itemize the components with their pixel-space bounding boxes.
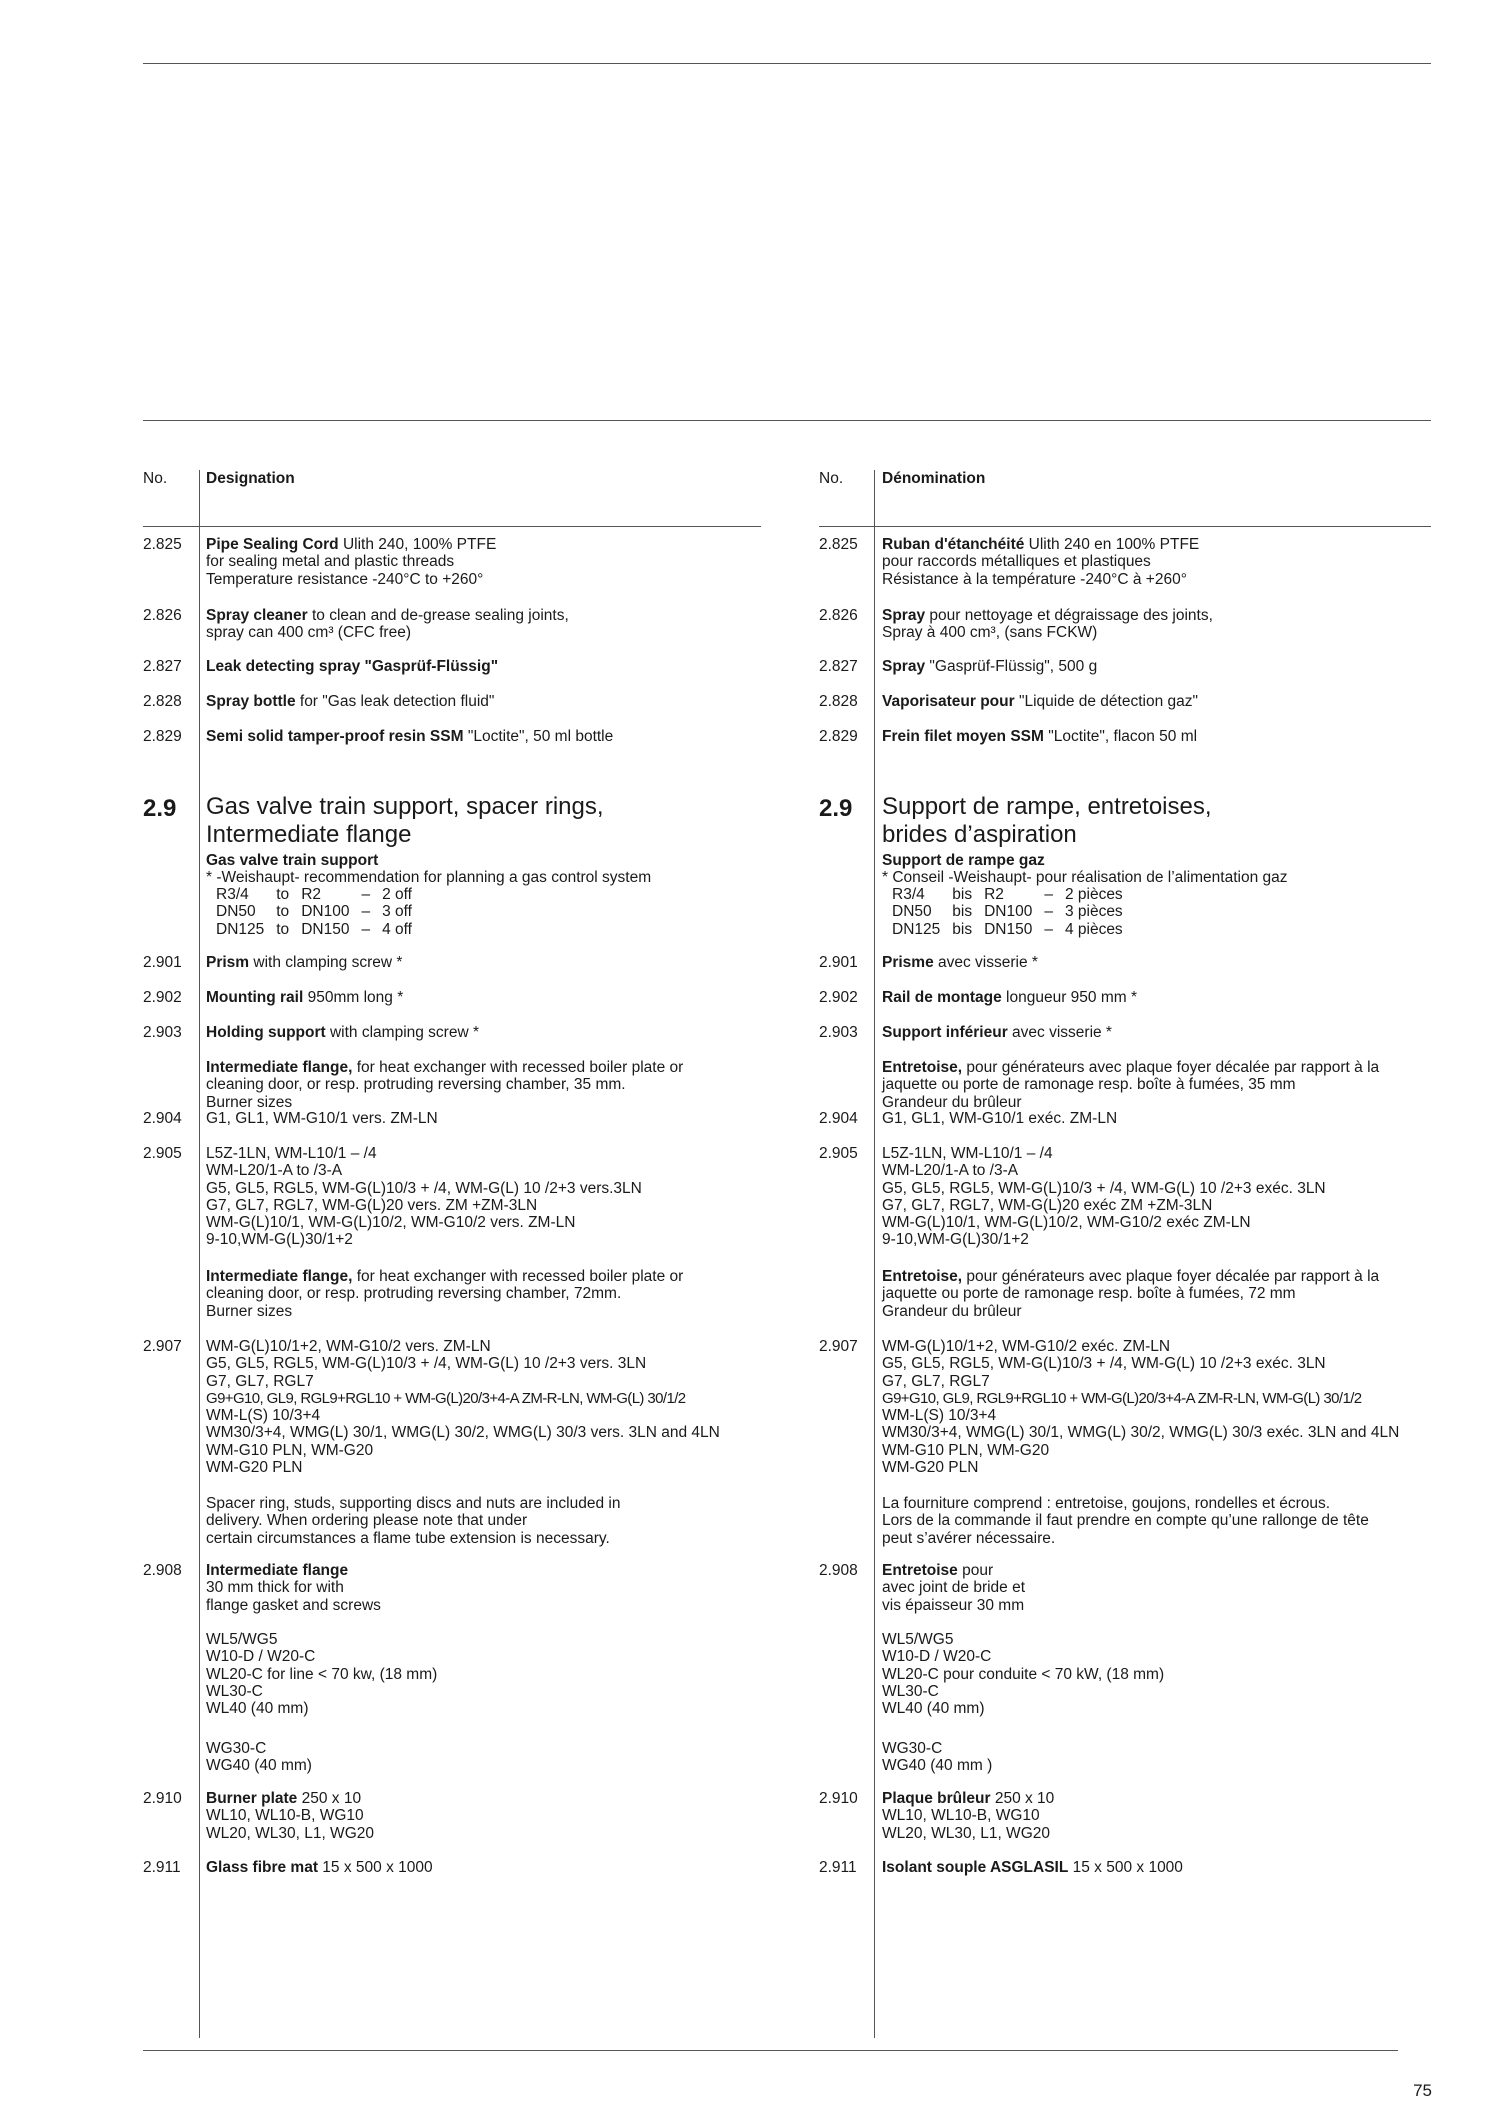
text-line: Burner sizes xyxy=(206,1093,293,1111)
text-line: WL20-C for line < 70 kw, (18 mm) xyxy=(206,1665,438,1683)
text-line: Ruban d'étanchéité Ulith 240 en 100% PTFE xyxy=(882,536,1200,553)
text-line: 30 mm thick for with xyxy=(206,1579,344,1597)
text-line: WL20, WL30, L1, WG20 xyxy=(206,1824,374,1842)
item-2-908 xyxy=(882,1562,1025,1614)
item-2-911 xyxy=(206,1859,433,1876)
item-2-827 xyxy=(882,658,1097,675)
text-line: Grandeur du brûleur xyxy=(882,1302,1022,1320)
section-number-cell xyxy=(819,795,869,823)
text-line: Prisme avec visserie * xyxy=(882,954,1038,971)
item-2-901 xyxy=(882,954,1038,971)
table-cell: to xyxy=(276,920,290,938)
item-number: 2.828 xyxy=(143,693,182,710)
item-2-902 xyxy=(882,989,1137,1006)
item-number: 2.826 xyxy=(143,607,182,624)
table-cell: DN100 xyxy=(301,903,350,921)
section-title-line: brides d’aspiration xyxy=(882,821,1077,848)
text-line: cleaning door, or resp. protruding reversing chamber, 72mm. xyxy=(206,1285,622,1303)
table-cell: to xyxy=(276,886,290,903)
table-cell: DN125 xyxy=(892,920,941,938)
section-note xyxy=(882,869,1288,886)
item-2-829 xyxy=(882,728,1197,745)
table-cell: R2 xyxy=(984,886,1004,903)
table-cell: – xyxy=(1044,886,1053,903)
text-line: Résistance à la température -240°C à +260° xyxy=(882,570,1187,588)
text-line: Mounting rail 950mm long * xyxy=(206,989,404,1006)
item-2-902 xyxy=(206,989,403,1006)
section-title-line: Support de rampe, entretoises, xyxy=(882,793,1212,820)
text-line: Entretoise pour xyxy=(882,1562,994,1579)
wl-list xyxy=(206,1631,437,1717)
item-number: 2.825 xyxy=(143,536,182,553)
page-number: 75 xyxy=(1413,2081,1432,2100)
text-line: WL30-C xyxy=(206,1682,263,1700)
text-line: G7, GL7, RGL7, WM-G(L)20 exéc ZM +ZM-3LN xyxy=(882,1196,1213,1214)
intermediate-flange-72 xyxy=(206,1268,683,1320)
text-line: WM-G(L)10/1+2, WM-G10/2 vers. ZM-LN xyxy=(206,1338,491,1355)
table-cell: DN100 xyxy=(984,903,1033,921)
item-number: 2.826 xyxy=(819,607,858,624)
item-number: 2.901 xyxy=(819,954,858,971)
text-line: G5, GL5, RGL5, WM-G(L)10/3 + /4, WM-G(L) 10 /2+3 vers.3LN xyxy=(206,1179,642,1197)
table-row xyxy=(216,886,424,903)
table-row xyxy=(892,921,1135,938)
item-2-903 xyxy=(882,1024,1112,1041)
wl-list xyxy=(882,1631,1164,1717)
text-line: WG30-C xyxy=(882,1740,943,1757)
text-line: WM-G(L)10/1+2, WM-G10/2 exéc. ZM-LN xyxy=(882,1338,1171,1355)
text-line: WM30/3+4, WMG(L) 30/1, WMG(L) 30/2, WMG(L) 30/3 vers. 3LN and 4LN xyxy=(206,1424,720,1442)
intermediate-flange-35 xyxy=(206,1059,683,1111)
text-line: G9+G10, GL9, RGL9+RGL10 + WM-G(L)20/3+4-A ZM-R-LN, WM-G(L) 30/1/2 xyxy=(206,1389,686,1407)
text-line: Pipe Sealing Cord Ulith 240, 100% PTFE xyxy=(206,536,497,553)
text-line: Spray bottle for "Gas leak detection fluid" xyxy=(206,693,495,710)
table-cell: R3/4 xyxy=(216,886,249,903)
table-cell: DN50 xyxy=(216,903,256,921)
text-line: WL10, WL10-B, WG10 xyxy=(206,1807,364,1825)
header-no: No. xyxy=(143,470,168,487)
text-line: Prism with clamping screw * xyxy=(206,954,403,971)
table-cell: – xyxy=(361,903,371,921)
item-number: 2.911 xyxy=(143,1859,181,1876)
item-number: 2.908 xyxy=(819,1562,858,1579)
text-line: G5, GL5, RGL5, WM-G(L)10/3 + /4, WM-G(L) 10 /2+3 vers. 3LN xyxy=(206,1355,647,1373)
section-title xyxy=(882,793,1212,849)
spacer-note xyxy=(206,1495,620,1547)
text-line: L5Z-1LN, WM-L10/1 – /4 xyxy=(882,1145,1053,1162)
item-2-904 xyxy=(206,1110,438,1127)
text-line: G9+G10, GL9, RGL9+RGL10 + WM-G(L)20/3+4-A ZM-R-LN, WM-G(L) 30/1/2 xyxy=(882,1389,1362,1407)
text-line: Spray à 400 cm³, (sans FCKW) xyxy=(882,624,1098,642)
text-line: Gas valve train support xyxy=(206,852,379,869)
text-line: peut s’avérer nécessaire. xyxy=(882,1529,1056,1547)
text-line: Spray pour nettoyage et dégraissage des joints, xyxy=(882,607,1213,624)
text-line: W10-D / W20-C xyxy=(882,1648,992,1666)
item-2-905 xyxy=(206,1145,642,1249)
right-column xyxy=(819,0,1439,2105)
section-note xyxy=(206,869,651,886)
text-line: flange gasket and screws xyxy=(206,1596,381,1614)
section-subtitle xyxy=(206,852,378,869)
item-number: 2.827 xyxy=(143,658,182,675)
text-line: Holding support with clamping screw * xyxy=(206,1024,479,1041)
text-line: pour raccords métalliques et plastiques xyxy=(882,553,1151,571)
text-line: Rail de montage longueur 950 mm * xyxy=(882,989,1137,1006)
text-line: G5, GL5, RGL5, WM-G(L)10/3 + /4, WM-G(L) 10 /2+3 exéc. 3LN xyxy=(882,1179,1326,1197)
item-number: 2.902 xyxy=(143,989,182,1006)
text-line: Lors de la commande il faut prendre en compte qu’une rallonge de tête xyxy=(882,1512,1369,1530)
text-line: WL30-C xyxy=(882,1682,939,1700)
text-line: delivery. When ordering please note that under xyxy=(206,1512,528,1530)
intermediate-flange-35 xyxy=(882,1059,1379,1111)
text-line: WM30/3+4, WMG(L) 30/1, WMG(L) 30/2, WMG(L) 30/3 exéc. 3LN and 4LN xyxy=(882,1424,1400,1442)
text-line: Semi solid tamper-proof resin SSM "Loctite", 50 ml bottle xyxy=(206,728,614,745)
item-number: 2.827 xyxy=(819,658,858,675)
text-line: for sealing metal and plastic threads xyxy=(206,553,455,571)
text-line: Entretoise, pour générateurs avec plaque foyer décalée par rapport à la xyxy=(882,1059,1380,1076)
table-row xyxy=(892,886,1135,903)
item-2-910 xyxy=(882,1790,1054,1842)
item-number: 2.901 xyxy=(143,954,182,971)
text-line: * -Weishaupt- recommendation for planning a gas control system xyxy=(206,869,652,886)
table-cell: to xyxy=(276,903,290,921)
text-line: WL10, WL10-B, WG10 xyxy=(882,1807,1040,1825)
text-line: WM-G(L)10/1, WM-G(L)10/2, WM-G10/2 vers. ZM-LN xyxy=(206,1214,576,1232)
support-table xyxy=(882,886,1135,938)
item-number: 2.905 xyxy=(143,1145,182,1162)
text-line: Spray cleaner to clean and de-grease sealing joints, xyxy=(206,607,569,624)
section-subtitle xyxy=(882,852,1045,869)
item-number: 2.829 xyxy=(143,728,182,745)
text-line: WL5/WG5 xyxy=(206,1631,278,1648)
table-cell: R3/4 xyxy=(892,886,925,903)
header-designation: Designation xyxy=(206,470,295,487)
table-cell: R2 xyxy=(301,886,322,903)
text-line: Intermediate flange, for heat exchanger with recessed boiler plate or xyxy=(206,1268,684,1285)
item-number: 2.903 xyxy=(143,1024,182,1041)
item-2-910 xyxy=(206,1790,374,1842)
text-line: WM-L(S) 10/3+4 xyxy=(206,1407,321,1425)
item-number: 2.910 xyxy=(143,1790,182,1807)
section-number: 2.9 xyxy=(143,795,177,822)
text-line: WM-G(L)10/1, WM-G(L)10/2, WM-G10/2 exéc ZM-LN xyxy=(882,1214,1251,1232)
text-line: WL20-C pour conduite < 70 kW, (18 mm) xyxy=(882,1665,1165,1683)
section-number: 2.9 xyxy=(819,795,853,822)
text-line: cleaning door, or resp. protruding reversing chamber, 35 mm. xyxy=(206,1076,626,1094)
text-line: WM-G10 PLN, WM-G20 xyxy=(882,1441,1050,1459)
item-2-826 xyxy=(882,607,1213,642)
text-line: W10-D / W20-C xyxy=(206,1648,316,1666)
item-number: 2.907 xyxy=(143,1338,182,1355)
spacer-note xyxy=(882,1495,1369,1547)
text-line: G7, GL7, RGL7, WM-G(L)20 vers. ZM +ZM-3LN xyxy=(206,1196,538,1214)
text-line: Entretoise, pour générateurs avec plaque foyer décalée par rapport à la xyxy=(882,1268,1380,1285)
section-title xyxy=(206,793,604,849)
item-2-828 xyxy=(882,693,1198,710)
header-designation: Dénomination xyxy=(882,470,986,487)
text-line: Support de rampe gaz xyxy=(882,852,1045,869)
item-number: 2.825 xyxy=(819,536,858,553)
item-2-907 xyxy=(206,1338,720,1476)
item-number: 2.904 xyxy=(143,1110,182,1127)
item-2-827 xyxy=(206,658,498,675)
item-number: 2.905 xyxy=(819,1145,858,1162)
table-cell: – xyxy=(361,886,371,903)
text-line: G7, GL7, RGL7 xyxy=(206,1372,314,1390)
table-cell: – xyxy=(1044,903,1053,921)
table-cell: DN150 xyxy=(984,920,1033,938)
text-line: certain circumstances a flame tube extension is necessary. xyxy=(206,1529,610,1547)
text-line: * Conseil -Weishaupt- pour réalisation de l’alimentation gaz xyxy=(882,869,1288,886)
text-line: vis épaisseur 30 mm xyxy=(882,1596,1025,1614)
text-line: avec joint de bride et xyxy=(882,1579,1026,1597)
table-cell: bis xyxy=(952,903,973,921)
item-number: 2.903 xyxy=(819,1024,858,1041)
text-line: spray can 400 cm³ (CFC free) xyxy=(206,624,411,642)
text-line: 9-10,WM-G(L)30/1+2 xyxy=(206,1231,353,1249)
text-line: Intermediate flange, for heat exchanger with recessed boiler plate or xyxy=(206,1059,684,1076)
section-title-line: Gas valve train support, spacer rings, xyxy=(206,793,604,820)
text-line: Grandeur du brûleur xyxy=(882,1093,1022,1111)
support-table xyxy=(206,886,424,938)
item-2-826 xyxy=(206,607,569,642)
text-line: L5Z-1LN, WM-L10/1 – /4 xyxy=(206,1145,377,1162)
text-line: WM-L20/1-A to /3-A xyxy=(206,1162,343,1180)
text-line: Support inférieur avec visserie * xyxy=(882,1024,1112,1041)
text-line: WL40 (40 mm) xyxy=(882,1700,985,1718)
section-number-cell xyxy=(143,795,193,823)
table-cell: DN150 xyxy=(301,920,350,938)
table-cell: 3 off xyxy=(382,903,412,921)
item-number: 2.907 xyxy=(819,1338,858,1355)
text-line: WL5/WG5 xyxy=(882,1631,954,1648)
item-number: 2.910 xyxy=(819,1790,858,1807)
text-line: WG30-C xyxy=(206,1740,267,1757)
wg-list xyxy=(206,1740,312,1775)
item-2-901 xyxy=(206,954,402,971)
text-line: WM-G20 PLN xyxy=(206,1459,303,1477)
text-line: WL20, WL30, L1, WG20 xyxy=(882,1824,1050,1842)
item-number: 2.828 xyxy=(819,693,858,710)
item-number: 2.904 xyxy=(819,1110,858,1127)
text-line: Burner plate 250 x 10 xyxy=(206,1790,362,1807)
table-cell: DN50 xyxy=(892,903,932,921)
text-line: WM-G10 PLN, WM-G20 xyxy=(206,1441,374,1459)
table-cell: bis xyxy=(952,920,973,938)
item-number: 2.908 xyxy=(143,1562,182,1579)
text-line: Spacer ring, studs, supporting discs and nuts are included in xyxy=(206,1495,621,1512)
text-line: Plaque brûleur 250 x 10 xyxy=(882,1790,1055,1807)
text-line: 9-10,WM-G(L)30/1+2 xyxy=(882,1231,1029,1249)
text-line: Isolant souple ASGLASIL 15 x 500 x 1000 xyxy=(882,1859,1183,1876)
text-line: Temperature resistance -240°C to +260° xyxy=(206,570,484,588)
item-2-908 xyxy=(206,1562,381,1614)
text-line: G1, GL1, WM-G10/1 exéc. ZM-LN xyxy=(882,1110,1118,1127)
item-number: 2.902 xyxy=(819,989,858,1006)
item-2-904 xyxy=(882,1110,1117,1127)
left-column xyxy=(143,0,763,2105)
text-line: WG40 (40 mm ) xyxy=(882,1757,993,1775)
table-cell: bis xyxy=(952,886,973,903)
text-line: Burner sizes xyxy=(206,1302,293,1320)
item-2-829 xyxy=(206,728,613,745)
text-line: Spray "Gasprüf-Flüssig", 500 g xyxy=(882,658,1098,675)
text-line: WL40 (40 mm) xyxy=(206,1700,309,1718)
text-line: Frein filet moyen SSM "Loctite", flacon 50 ml xyxy=(882,728,1198,745)
header-no: No. xyxy=(819,470,844,487)
text-line: WM-L(S) 10/3+4 xyxy=(882,1407,997,1425)
text-line: Leak detecting spray "Gasprüf-Flüssig" xyxy=(206,658,499,675)
item-2-828 xyxy=(206,693,494,710)
table-row xyxy=(892,903,1135,920)
item-number: 2.829 xyxy=(819,728,858,745)
text-line: Intermediate flange xyxy=(206,1562,349,1579)
item-2-907 xyxy=(882,1338,1399,1476)
table-row xyxy=(216,921,424,938)
text-line: jaquette ou porte de ramonage resp. boîte à fumées, 72 mm xyxy=(882,1285,1296,1303)
text-line: La fourniture comprend : entretoise, goujons, rondelles et écrous. xyxy=(882,1495,1331,1512)
text-line: jaquette ou porte de ramonage resp. boîte à fumées, 35 mm xyxy=(882,1076,1296,1094)
table-cell: – xyxy=(361,920,371,938)
table-cell: 2 off xyxy=(382,886,412,903)
intermediate-flange-72 xyxy=(882,1268,1379,1320)
item-2-825 xyxy=(882,536,1199,588)
text-line: G5, GL5, RGL5, WM-G(L)10/3 + /4, WM-G(L) 10 /2+3 exéc. 3LN xyxy=(882,1355,1326,1373)
wg-list xyxy=(882,1740,992,1775)
table-cell: 4 pièces xyxy=(1064,920,1123,938)
text-line: Glass fibre mat 15 x 500 x 1000 xyxy=(206,1859,433,1876)
table-cell: 2 pièces xyxy=(1064,886,1123,903)
item-2-825 xyxy=(206,536,496,588)
item-2-911 xyxy=(882,1859,1183,1876)
item-2-903 xyxy=(206,1024,479,1041)
item-number: 2.911 xyxy=(819,1859,857,1876)
text-line: Vaporisateur pour "Liquide de détection gaz" xyxy=(882,693,1199,710)
table-cell: – xyxy=(1044,920,1053,938)
text-line: WG40 (40 mm) xyxy=(206,1757,312,1775)
table-cell: DN125 xyxy=(216,920,265,938)
text-line: WM-G20 PLN xyxy=(882,1459,979,1477)
table-cell: 3 pièces xyxy=(1064,903,1123,921)
table-cell: 4 off xyxy=(382,920,412,938)
text-line: G1, GL1, WM-G10/1 vers. ZM-LN xyxy=(206,1110,438,1127)
item-2-905 xyxy=(882,1145,1326,1249)
section-title-line: Intermediate flange xyxy=(206,821,412,848)
table-row xyxy=(216,903,424,920)
text-line: G7, GL7, RGL7 xyxy=(882,1372,990,1390)
text-line: WM-L20/1-A to /3-A xyxy=(882,1162,1019,1180)
